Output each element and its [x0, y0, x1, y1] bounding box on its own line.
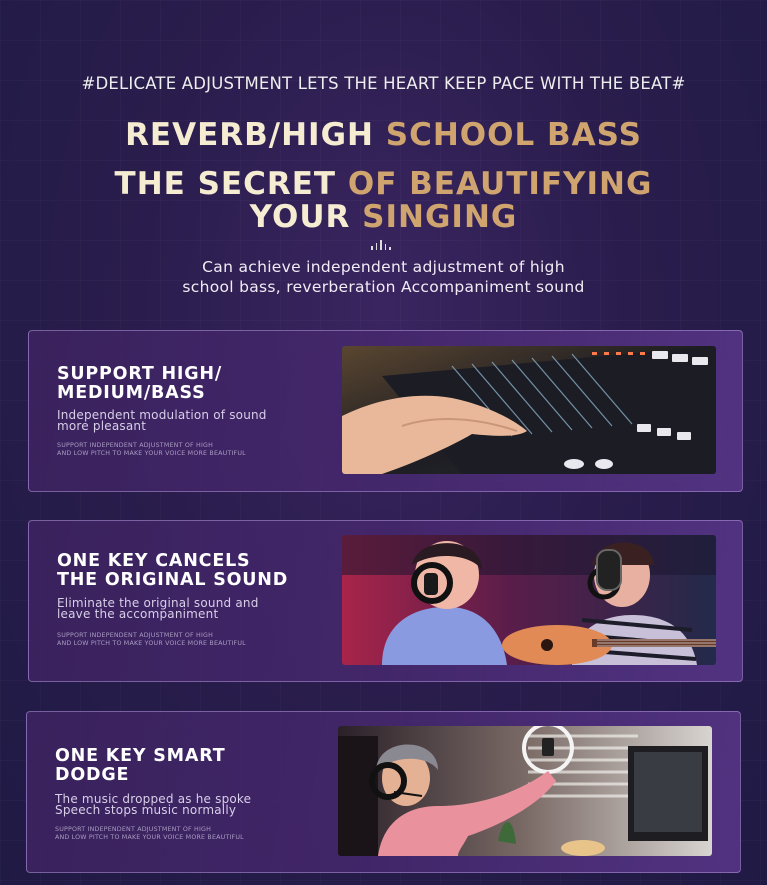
subtitle-line-2: school bass, reverberation Accompaniment sound [182, 278, 585, 296]
feature-card-smart-dodge [26, 711, 741, 873]
headline-line-1 [0, 117, 767, 153]
headline-3-white: YOUR [249, 199, 351, 235]
headline-line-2 [0, 166, 767, 202]
headline-1-gold: SCHOOL BASS [385, 117, 642, 153]
feature-desc-3b: Speech stops music normally [55, 803, 237, 817]
feature-small-3a: SUPPORT INDEPENDENT ADJUSTMENT OF HIGH [55, 826, 212, 833]
feature-small-3b: AND LOW PITCH TO MAKE YOUR VOICE MORE BEAUTIFUL [55, 834, 244, 841]
feature-small-2a: SUPPORT INDEPENDENT ADJUSTMENT OF HIGH [57, 632, 214, 639]
singers-recording-photo [342, 535, 716, 665]
feature-title-1b: MEDIUM/BASS [57, 383, 206, 403]
feature-desc-2b: leave the accompaniment [57, 607, 219, 621]
feature-desc-2a: Eliminate the original sound and [57, 596, 259, 610]
headline-2-white: THE SECRET [114, 166, 337, 202]
feature-desc-1b: more pleasant [57, 419, 147, 433]
feature-small-1b: AND LOW PITCH TO MAKE YOUR VOICE MORE BEAUTIFUL [57, 450, 246, 457]
streamer-ringlight-photo [338, 726, 712, 856]
feature-title-1a: SUPPORT HIGH/ [57, 364, 223, 384]
feature-card-eq [28, 330, 743, 492]
feature-title-3b: DODGE [55, 765, 130, 785]
sound-wave-icon [371, 240, 395, 250]
feature-card-vocal-cancel [28, 520, 743, 682]
feature-desc-1a: Independent modulation of sound [57, 408, 267, 422]
headline-line-3 [0, 199, 767, 235]
subtitle-line-1: Can achieve independent adjustment of high [202, 258, 565, 276]
mixing-console-photo [342, 346, 716, 474]
feature-title-2a: ONE KEY CANCELS [57, 551, 251, 571]
tagline: #DELICATE ADJUSTMENT LETS THE HEART KEEP PACE WITH THE BEAT# [81, 74, 686, 93]
headline-2-gold: OF BEAUTIFYING [347, 166, 653, 202]
feature-small-1a: SUPPORT INDEPENDENT ADJUSTMENT OF HIGH [57, 442, 214, 449]
headline-3-gold: SINGING [362, 199, 518, 235]
feature-small-2b: AND LOW PITCH TO MAKE YOUR VOICE MORE BEAUTIFUL [57, 640, 246, 647]
feature-title-2b: THE ORIGINAL SOUND [57, 570, 289, 590]
feature-title-3a: ONE KEY SMART [55, 746, 226, 766]
feature-desc-3a: The music dropped as he spoke [55, 792, 252, 806]
headline-1-white: REVERB/HIGH [125, 117, 374, 153]
